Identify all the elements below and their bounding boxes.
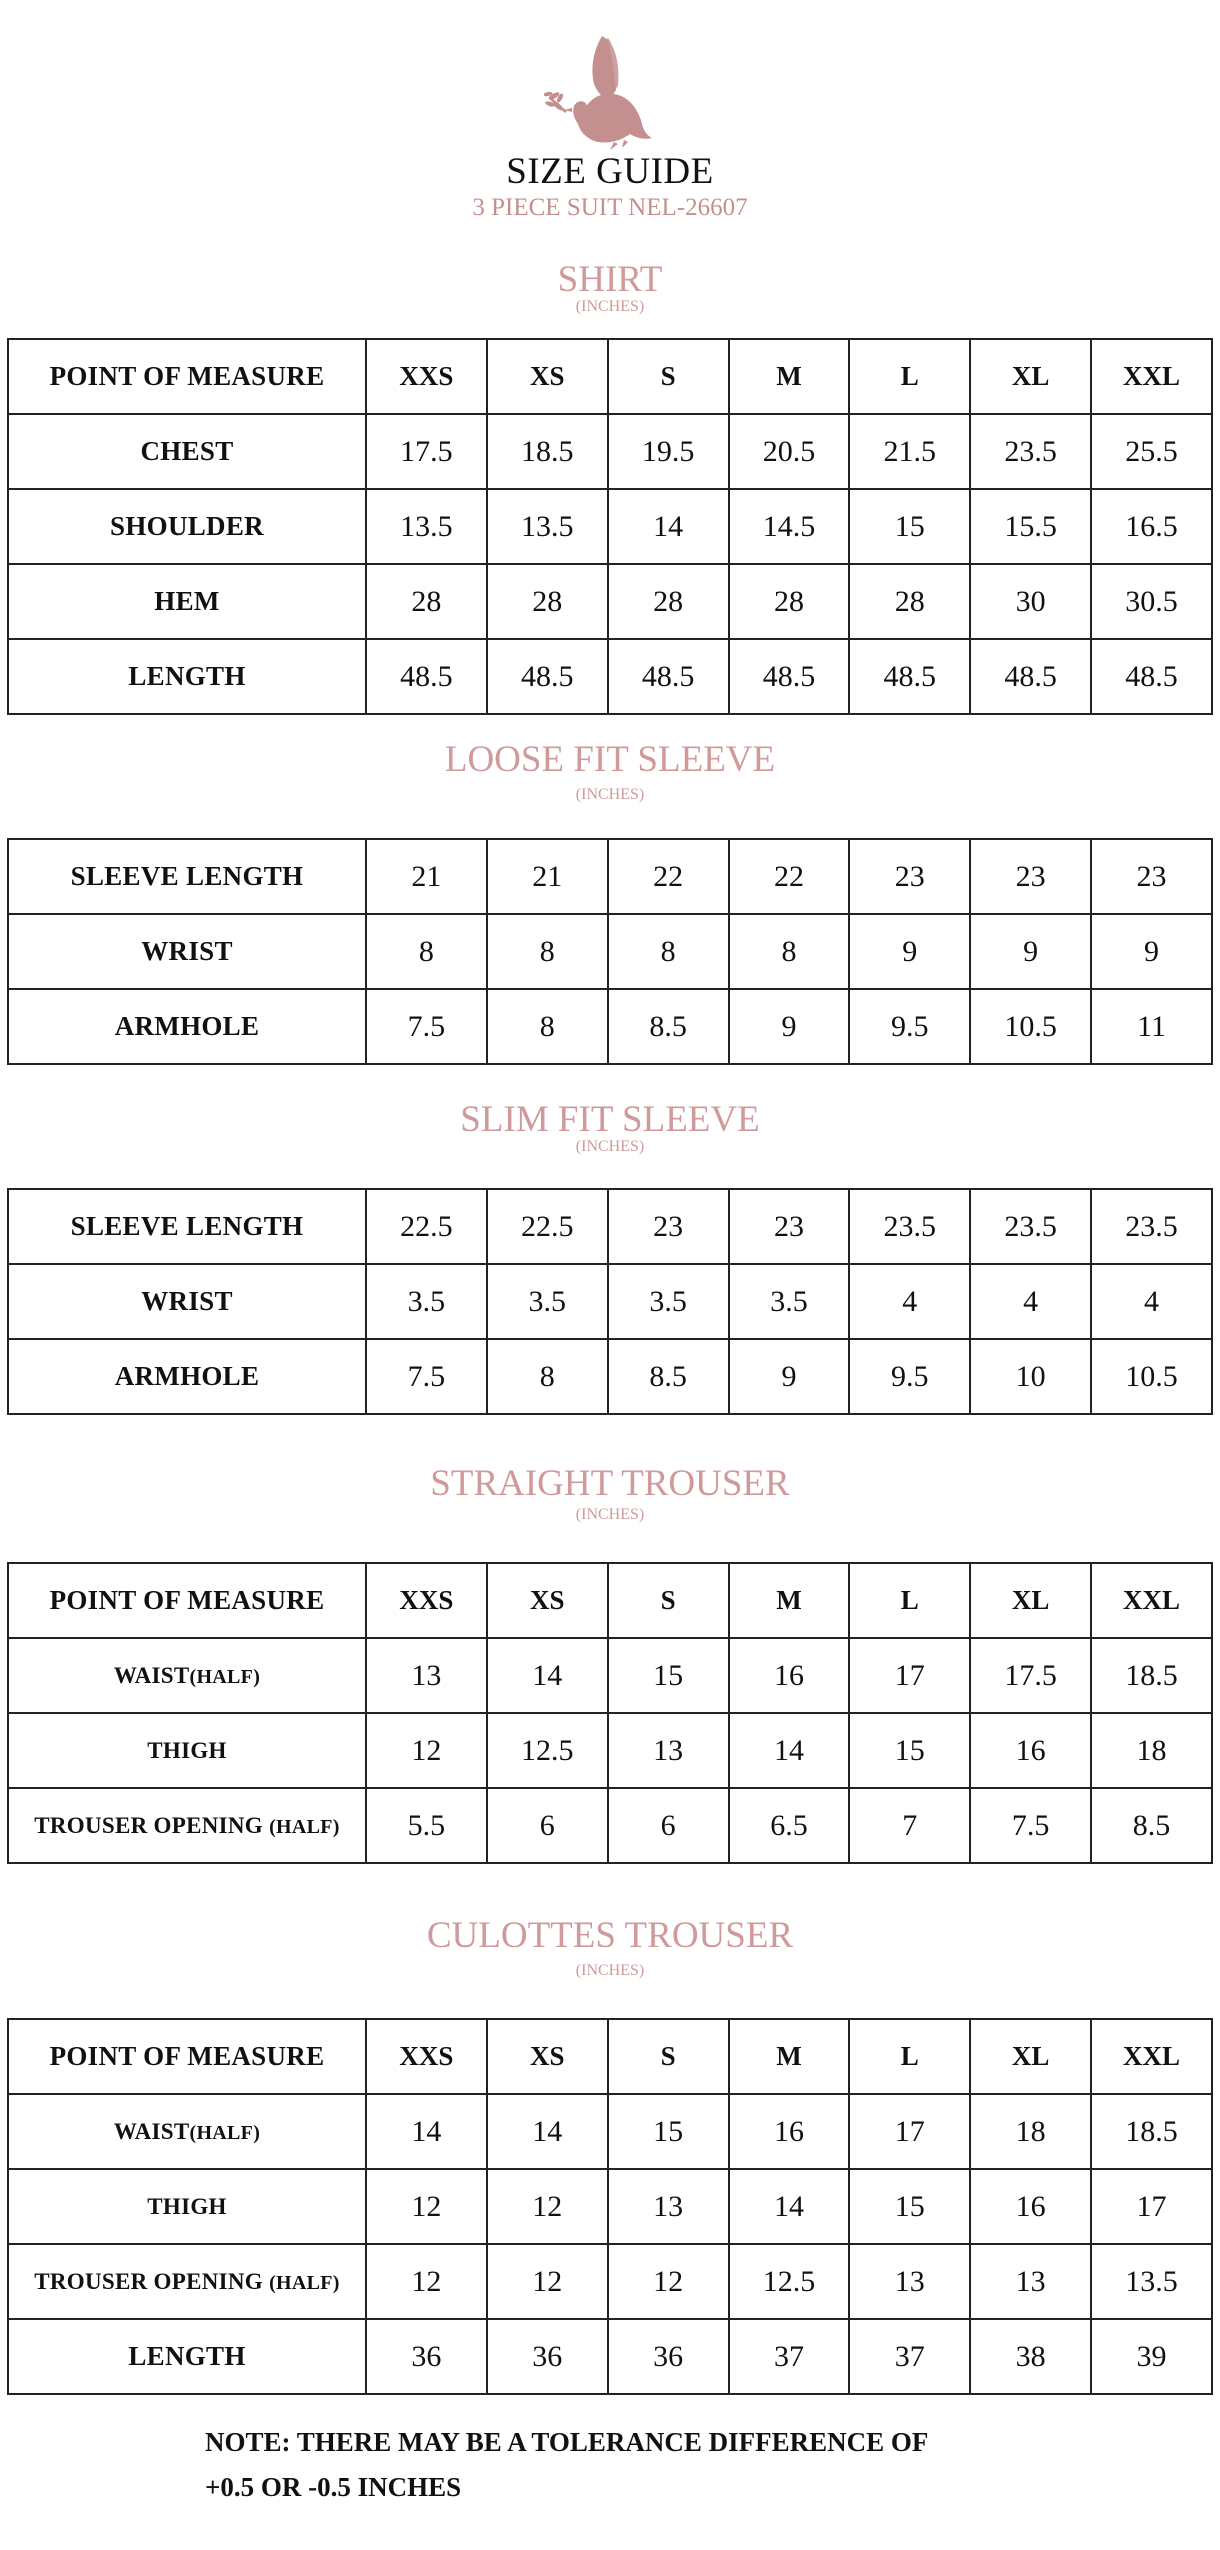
table-row (8, 564, 1212, 639)
table-cell: 12 (366, 1713, 487, 1788)
table-row (8, 989, 1212, 1064)
table-cell: 5.5 (366, 1788, 487, 1863)
table-cell: 11 (1091, 989, 1212, 1064)
table-row (8, 414, 1212, 489)
table-cell: 28 (849, 564, 970, 639)
measure-label (8, 1788, 366, 1863)
size-header: XL (970, 1563, 1091, 1638)
table-cell: 8 (729, 914, 850, 989)
table-cell: 10 (970, 1339, 1091, 1414)
table-cell: 48.5 (608, 639, 729, 714)
table-cell: 23.5 (1091, 1189, 1212, 1264)
table-cell: 6 (487, 1788, 608, 1863)
product-subtitle: 3 PIECE SUIT NEL-26607 (472, 194, 748, 221)
table-cell: 17 (1091, 2169, 1212, 2244)
measure-name: WAIST (113, 1662, 190, 1688)
header-cell: POINT OF MEASURE (8, 339, 366, 414)
table-cell: 9.5 (849, 1339, 970, 1414)
measure-label: SLEEVE LENGTH (8, 1189, 366, 1264)
table-cell: 28 (487, 564, 608, 639)
table-cell: 8 (366, 914, 487, 989)
table-cell: 6.5 (729, 1788, 850, 1863)
measure-qualifier: (HALF) (269, 2271, 340, 2294)
table-cell: 36 (608, 2319, 729, 2394)
table-cell: 9.5 (849, 989, 970, 1064)
table-cell: 23.5 (849, 1189, 970, 1264)
table-cell: 18 (1091, 1713, 1212, 1788)
table-cell: 10.5 (1091, 1339, 1212, 1414)
measure-label: SLEEVE LENGTH (8, 839, 366, 914)
size-header: M (729, 339, 850, 414)
table-cell: 15.5 (970, 489, 1091, 564)
table-cell: 7.5 (970, 1788, 1091, 1863)
table-header-row (8, 339, 1212, 414)
table-cell: 18 (970, 2094, 1091, 2169)
table-cell: 8.5 (1091, 1788, 1212, 1863)
size-header: XL (970, 339, 1091, 414)
measure-name: TROUSER OPENING (34, 2268, 264, 2294)
table-cell: 8.5 (608, 1339, 729, 1414)
table-row (8, 2244, 1212, 2319)
table-cell: 39 (1091, 2319, 1212, 2394)
table-cell: 48.5 (970, 639, 1091, 714)
measure-label (8, 2244, 366, 2319)
measure-label: THIGH (8, 1713, 366, 1788)
table-cell: 9 (729, 1339, 850, 1414)
table-cell: 14 (608, 489, 729, 564)
table-cell: 21 (366, 839, 487, 914)
size-header: XXL (1091, 2019, 1212, 2094)
table-cell: 15 (608, 1638, 729, 1713)
size-header: XXL (1091, 1563, 1212, 1638)
table-cell: 13 (970, 2244, 1091, 2319)
dove-with-branch-icon (544, 32, 654, 154)
table-cell: 14.5 (729, 489, 850, 564)
table-header-row (8, 2019, 1212, 2094)
size-header: S (608, 2019, 729, 2094)
table-cell: 9 (849, 914, 970, 989)
measure-qualifier: (HALF) (189, 2121, 261, 2144)
header-cell: POINT OF MEASURE (8, 2019, 366, 2094)
table-cell: 12 (487, 2244, 608, 2319)
table-cell: 38 (970, 2319, 1091, 2394)
table-cell: 23 (608, 1189, 729, 1264)
table-cell: 37 (729, 2319, 850, 2394)
culottes-trouser-section-title: CULOTTES TROUSER (426, 1915, 794, 1956)
note-line: +0.5 OR -0.5 INCHES (205, 2472, 462, 2502)
table-cell: 10.5 (970, 989, 1091, 1064)
straight-trouser-section-title: STRAIGHT TROUSER (430, 1463, 790, 1504)
table-cell: 36 (366, 2319, 487, 2394)
table-cell: 14 (729, 1713, 850, 1788)
table-cell: 48.5 (487, 639, 608, 714)
shirt-unit-label: (INCHES) (575, 298, 645, 315)
table-cell: 8.5 (608, 989, 729, 1064)
measure-label: LENGTH (8, 639, 366, 714)
measure-label (8, 1638, 366, 1713)
table-cell: 25.5 (1091, 414, 1212, 489)
straight-trouser-unit-label: (INCHES) (575, 1506, 645, 1523)
table-cell: 18.5 (487, 414, 608, 489)
table-cell: 14 (729, 2169, 850, 2244)
table-cell: 18.5 (1091, 2094, 1212, 2169)
table-cell: 14 (366, 2094, 487, 2169)
table-row (8, 639, 1212, 714)
table-cell: 3.5 (729, 1264, 850, 1339)
culottes-trouser-unit-label: (INCHES) (575, 1962, 645, 1979)
size-header: S (608, 1563, 729, 1638)
table-cell: 12.5 (487, 1713, 608, 1788)
size-header: L (849, 1563, 970, 1638)
table-cell: 23.5 (970, 414, 1091, 489)
table-cell: 48.5 (366, 639, 487, 714)
table-cell: 28 (366, 564, 487, 639)
measure-qualifier: (HALF) (269, 1815, 340, 1838)
table-cell: 23 (970, 839, 1091, 914)
size-header: M (729, 1563, 850, 1638)
table-header-row (8, 1563, 1212, 1638)
table-row (8, 1713, 1212, 1788)
size-header: XS (487, 2019, 608, 2094)
measure-label: HEM (8, 564, 366, 639)
slim-sleeve-section-title: SLIM FIT SLEEVE (460, 1099, 760, 1140)
table-cell: 13.5 (487, 489, 608, 564)
header-cell: POINT OF MEASURE (8, 1563, 366, 1638)
table-cell: 18.5 (1091, 1638, 1212, 1713)
measure-label: CHEST (8, 414, 366, 489)
size-header: S (608, 339, 729, 414)
table-cell: 23 (729, 1189, 850, 1264)
straight-trouser-size-table (7, 1562, 1213, 1864)
table-cell: 4 (970, 1264, 1091, 1339)
table-cell: 14 (487, 1638, 608, 1713)
table-cell: 13 (608, 2169, 729, 2244)
measure-label (8, 2094, 366, 2169)
table-cell: 28 (729, 564, 850, 639)
size-header: XS (487, 339, 608, 414)
table-cell: 13.5 (366, 489, 487, 564)
table-cell: 12 (608, 2244, 729, 2319)
table-cell: 3.5 (487, 1264, 608, 1339)
table-cell: 22.5 (487, 1189, 608, 1264)
table-cell: 9 (1091, 914, 1212, 989)
table-cell: 22 (729, 839, 850, 914)
table-cell: 15 (849, 489, 970, 564)
table-cell: 12 (366, 2244, 487, 2319)
measure-qualifier: (HALF) (189, 1665, 261, 1688)
table-cell: 15 (849, 1713, 970, 1788)
table-cell: 13 (366, 1638, 487, 1713)
table-cell: 13 (608, 1713, 729, 1788)
measure-label: LENGTH (8, 2319, 366, 2394)
table-cell: 48.5 (729, 639, 850, 714)
table-cell: 7.5 (366, 1339, 487, 1414)
table-cell: 19.5 (608, 414, 729, 489)
table-cell: 21 (487, 839, 608, 914)
table-row (8, 1788, 1212, 1863)
table-cell: 13.5 (1091, 2244, 1212, 2319)
measure-label: THIGH (8, 2169, 366, 2244)
table-cell: 16 (970, 2169, 1091, 2244)
table-row (8, 1339, 1212, 1414)
size-header: XL (970, 2019, 1091, 2094)
slim-sleeve-unit-label: (INCHES) (575, 1138, 645, 1155)
table-cell: 12 (487, 2169, 608, 2244)
size-header: XS (487, 1563, 608, 1638)
table-cell: 7.5 (366, 989, 487, 1064)
table-cell: 16 (970, 1713, 1091, 1788)
table-cell: 17 (849, 2094, 970, 2169)
table-cell: 14 (487, 2094, 608, 2169)
table-cell: 6 (608, 1788, 729, 1863)
table-cell: 9 (729, 989, 850, 1064)
culottes-trouser-size-table (7, 2018, 1213, 2395)
measure-label: ARMHOLE (8, 1339, 366, 1414)
table-cell: 16 (729, 2094, 850, 2169)
table-cell: 15 (849, 2169, 970, 2244)
table-cell: 22.5 (366, 1189, 487, 1264)
table-row (8, 489, 1212, 564)
measure-name: WAIST (113, 2118, 190, 2144)
table-cell: 4 (849, 1264, 970, 1339)
measure-label: WRIST (8, 914, 366, 989)
table-cell: 36 (487, 2319, 608, 2394)
table-cell: 3.5 (366, 1264, 487, 1339)
slim-sleeve-size-table (7, 1188, 1213, 1415)
table-cell: 12 (366, 2169, 487, 2244)
table-cell: 15 (608, 2094, 729, 2169)
loose-sleeve-size-table (7, 838, 1213, 1065)
size-header: XXS (366, 1563, 487, 1638)
page-title: SIZE GUIDE (506, 151, 714, 192)
table-cell: 17.5 (366, 414, 487, 489)
table-cell: 3.5 (608, 1264, 729, 1339)
table-cell: 28 (608, 564, 729, 639)
measure-label: SHOULDER (8, 489, 366, 564)
note-line: NOTE: THERE MAY BE A TOLERANCE DIFFERENCE OF (205, 2427, 929, 2457)
table-cell: 12.5 (729, 2244, 850, 2319)
table-cell: 16.5 (1091, 489, 1212, 564)
table-cell: 30 (970, 564, 1091, 639)
table-cell: 21.5 (849, 414, 970, 489)
shirt-section-title: SHIRT (557, 259, 663, 300)
table-row (8, 2319, 1212, 2394)
table-cell: 48.5 (1091, 639, 1212, 714)
table-row (8, 914, 1212, 989)
table-cell: 16 (729, 1638, 850, 1713)
table-cell: 37 (849, 2319, 970, 2394)
shirt-size-table (7, 338, 1213, 715)
measure-label: WRIST (8, 1264, 366, 1339)
table-cell: 22 (608, 839, 729, 914)
table-cell: 9 (970, 914, 1091, 989)
size-header: L (849, 339, 970, 414)
size-header: L (849, 2019, 970, 2094)
measure-label: ARMHOLE (8, 989, 366, 1064)
table-cell: 8 (487, 989, 608, 1064)
table-row (8, 1638, 1212, 1713)
table-row (8, 2094, 1212, 2169)
size-header: M (729, 2019, 850, 2094)
table-cell: 8 (487, 914, 608, 989)
table-cell: 8 (487, 1339, 608, 1414)
table-cell: 8 (608, 914, 729, 989)
size-header: XXS (366, 2019, 487, 2094)
table-row (8, 1189, 1212, 1264)
tolerance-note (205, 2420, 1105, 2510)
loose-sleeve-section-title: LOOSE FIT SLEEVE (444, 739, 776, 780)
table-cell: 7 (849, 1788, 970, 1863)
measure-name: TROUSER OPENING (34, 1812, 264, 1838)
table-cell: 30.5 (1091, 564, 1212, 639)
size-header: XXL (1091, 339, 1212, 414)
table-cell: 4 (1091, 1264, 1212, 1339)
table-cell: 17.5 (970, 1638, 1091, 1713)
table-cell: 23 (849, 839, 970, 914)
table-row (8, 839, 1212, 914)
table-cell: 17 (849, 1638, 970, 1713)
table-row (8, 1264, 1212, 1339)
size-header: XXS (366, 339, 487, 414)
table-cell: 23 (1091, 839, 1212, 914)
table-cell: 48.5 (849, 639, 970, 714)
table-cell: 20.5 (729, 414, 850, 489)
table-row (8, 2169, 1212, 2244)
table-cell: 13 (849, 2244, 970, 2319)
loose-sleeve-unit-label: (INCHES) (575, 786, 645, 803)
table-cell: 23.5 (970, 1189, 1091, 1264)
